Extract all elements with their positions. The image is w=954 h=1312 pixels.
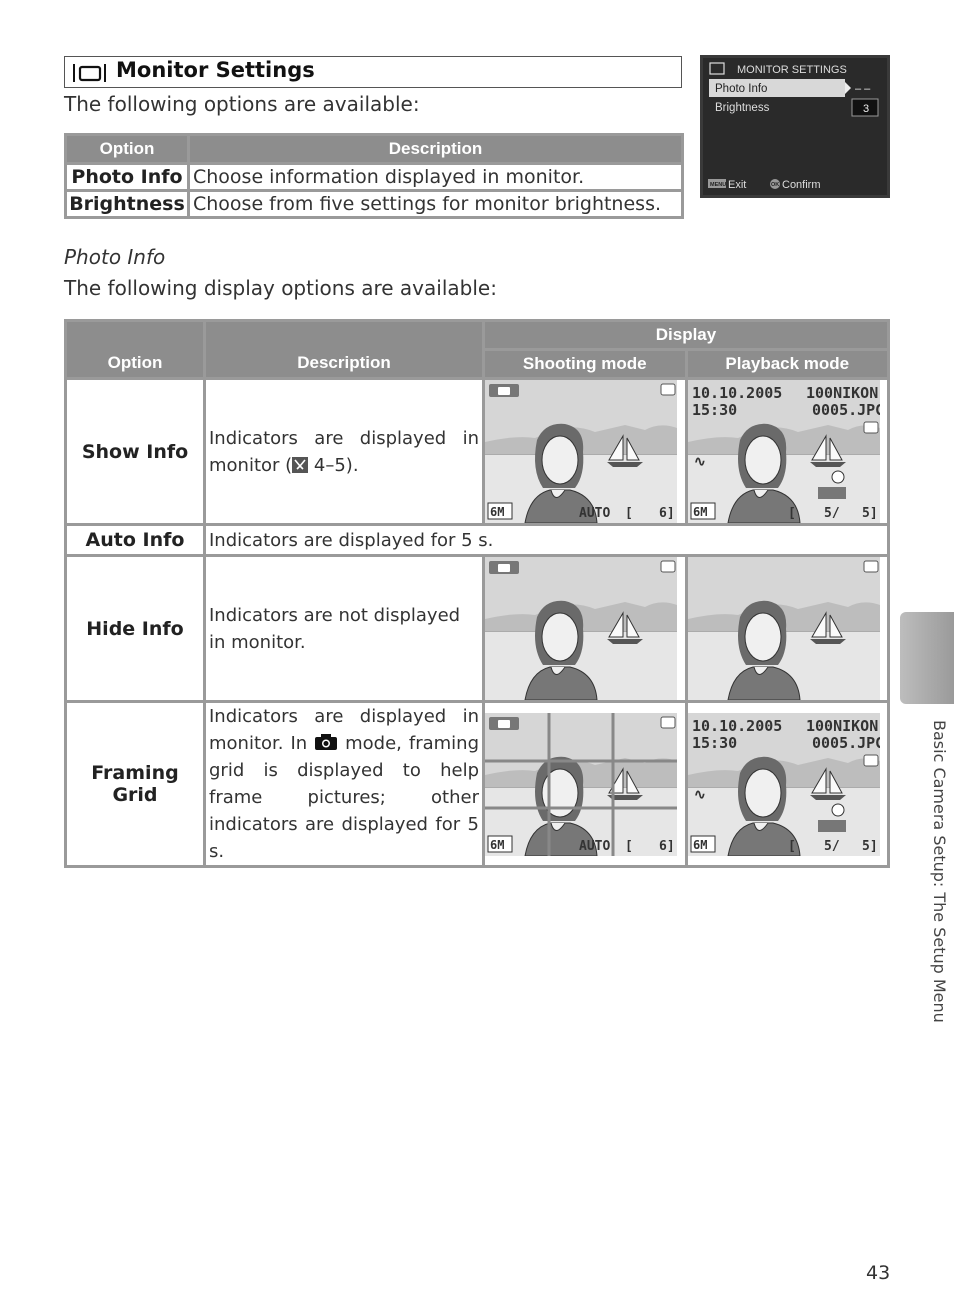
camera-menu-value: 3 [863, 103, 870, 115]
column-header-option: Option [67, 136, 187, 162]
reference-icon [292, 457, 308, 473]
camera-menu-value: – – [855, 83, 871, 95]
column-header-shooting-mode: Shooting mode [485, 351, 685, 377]
preview-shooting-framing-grid [485, 713, 677, 856]
table-row [67, 557, 887, 700]
preview-playback-framing-grid [688, 713, 880, 856]
option-cell: Photo Info [67, 165, 187, 189]
option-cell: Hide Info [67, 557, 203, 700]
table-row [67, 192, 681, 216]
shooting-mode-preview [485, 380, 685, 523]
column-header-option: Option [67, 322, 203, 377]
camera-menu-screenshot [700, 55, 890, 198]
description-cell: Indicators are displayed for 5 s. [206, 526, 887, 554]
description-cell: Indicators are not displayed in monitor. [206, 557, 482, 700]
menu-key-icon: MENU [710, 182, 727, 188]
description-cell: Indicators are displayed in monitor. In mode, framing grid is displayed to help frame pictures; other indicators are displayed for 5 s. [206, 703, 482, 865]
preview-playback-show-info [688, 380, 880, 523]
shooting-mode-preview [485, 557, 685, 700]
subsection-intro: The following display options are available: [64, 276, 497, 300]
intro-text: The following options are available: [64, 92, 420, 116]
option-cell: Show Info [67, 380, 203, 523]
option-cell: Framing Grid [67, 703, 203, 865]
camera-menu-item: Brightness [715, 102, 770, 114]
table-row [67, 165, 681, 189]
option-cell: Auto Info [67, 526, 203, 554]
description-cell: Choose from five settings for monitor brightness. [190, 192, 681, 216]
subsection-heading: Photo Info [64, 245, 166, 269]
preview-shooting-show-info [485, 380, 677, 523]
playback-mode-preview [688, 703, 888, 865]
ok-key-icon: OK [771, 182, 780, 188]
column-header-display: Display [485, 322, 887, 348]
table-row [67, 526, 887, 554]
playback-mode-preview [688, 557, 888, 700]
column-header-description: Description [190, 136, 681, 162]
table-row [67, 703, 887, 865]
camera-icon [314, 733, 338, 751]
shooting-mode-preview [485, 703, 685, 865]
page-number: 43 [866, 1262, 891, 1284]
options-table [64, 133, 684, 219]
camera-menu-title: MONITOR SETTINGS [737, 64, 847, 76]
chapter-tab [900, 612, 954, 704]
monitor-icon [72, 62, 108, 84]
camera-menu-item: Photo Info [715, 83, 768, 95]
playback-mode-preview [688, 380, 888, 523]
preview-shooting-hide-info [485, 557, 677, 700]
section-title: Monitor Settings [116, 58, 315, 82]
description-cell: Choose information displayed in monitor. [190, 165, 681, 189]
column-header-description: Description [206, 322, 482, 377]
option-cell: Brightness [67, 192, 187, 216]
chapter-label: Basic Camera Setup: The Setup Menu [930, 720, 949, 1023]
exit-label: Exit [728, 179, 747, 191]
column-header-playback-mode: Playback mode [688, 351, 888, 377]
table-row [67, 380, 887, 523]
display-options-table [64, 319, 890, 868]
description-cell: Indicators are displayed in monitor ( 4–5). [206, 380, 482, 523]
options-table-header [67, 136, 681, 162]
preview-playback-hide-info [688, 557, 880, 700]
confirm-label: Confirm [782, 179, 821, 191]
